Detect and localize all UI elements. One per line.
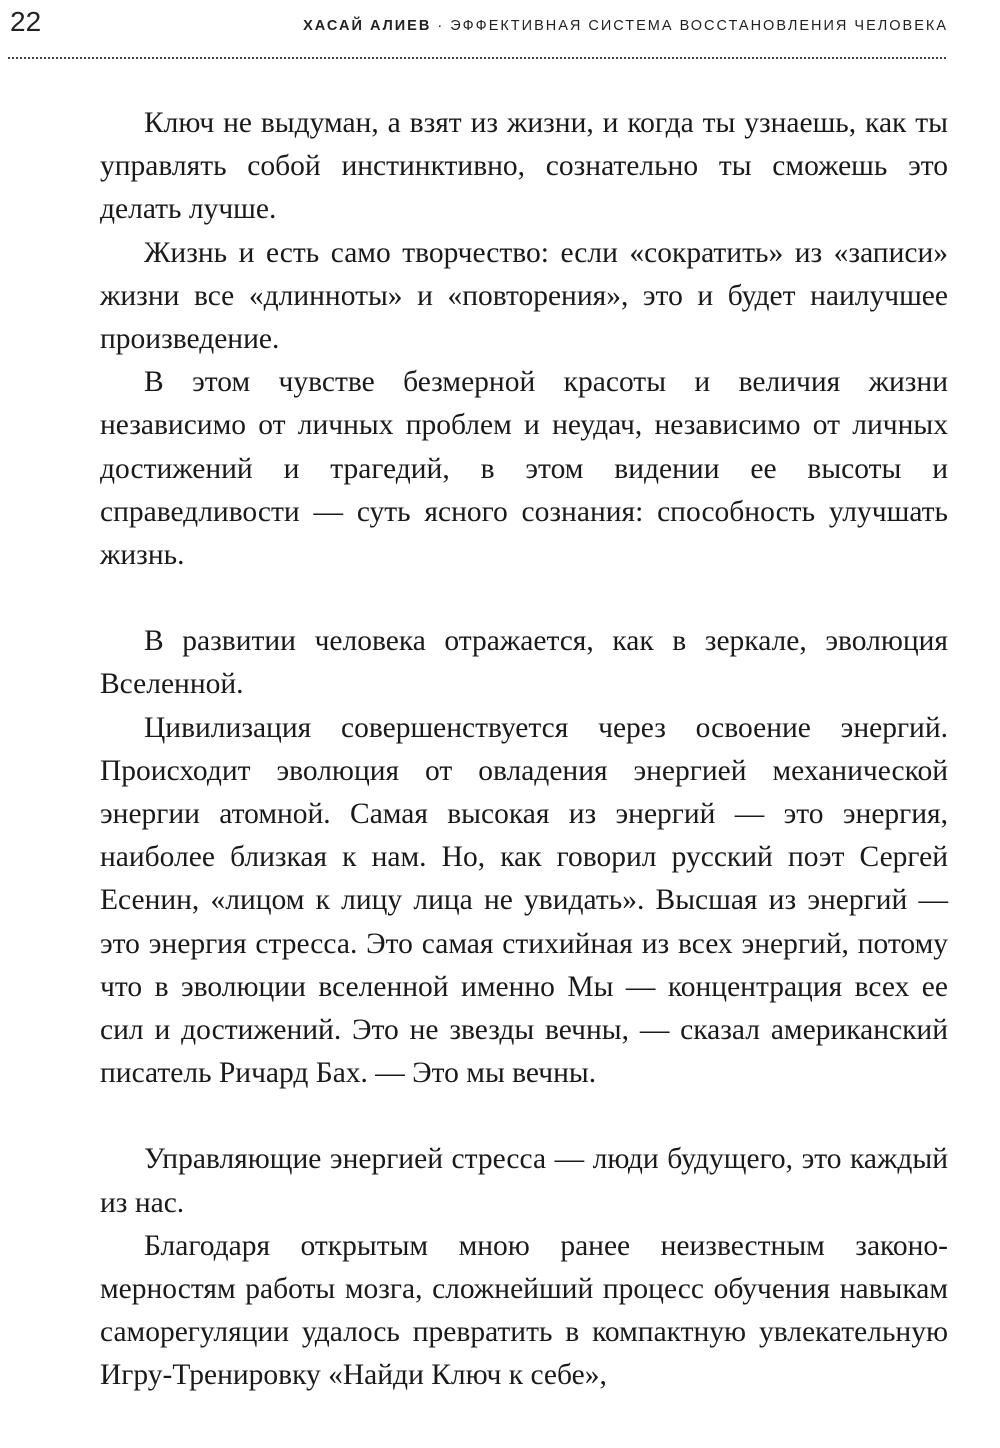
paragraph: Цивилизация совершенствуется через освоение энергий. Происходит эволюция от овладения энергией механической энергии атомной. Самая высокая из энергий — это энергия, наиболее близкая к нам. Но, как говорил русский поэт Сергей Есенин, «лицом к лицу лица не увидать». Высшая из энергий — это энергия стресса. Это самая стихийная из всех энергий, потому что в эволюции вселенной именно Мы — концентрация всех ее сил и достижений. Это не звезды вечны, — сказал американский писатель Ричард Бах. — Это мы вечны. (100, 711, 948, 1090)
running-head-title: ЭФФЕКТИВНАЯ СИСТЕМА ВОССТАНОВЛЕНИЯ ЧЕЛОВЕКА (450, 18, 948, 34)
paragraph: Жизнь и есть само творчество: если «сократить» из «записи» жизни все «длинноты» и «повторения», это и будет наилучшее произведение. (100, 236, 948, 356)
page-header (0, 0, 1000, 64)
running-head (303, 18, 948, 34)
page-number: 22 (10, 6, 42, 37)
header-dotted-rule (8, 57, 946, 59)
page-body (100, 102, 948, 1398)
paragraph: Ключ не выдуман, а взят из жизни, и когда ты узнаешь, как ты управлять собой инстинктивно, сознательно ты сможешь это делать лучше. (100, 107, 948, 226)
running-head-author: ХАСАЙ АЛИЕВ (303, 18, 432, 34)
paragraph: В этом чувстве безмерной красоты и величия жизни независимо от личных проблем и неудач, независимо от личных достижений и трагедий, в этом видении ее высоты и справедливости — суть ясного сознания: способность улучшать жизнь. (100, 366, 948, 572)
running-head-separator: · (431, 18, 451, 34)
paragraph: В развитии человека отражается, как в зеркале, эволюция Вселенной. (100, 625, 948, 701)
paragraph: Управляющие энергией стресса — люди будущего, это каждый из нас. (100, 1143, 948, 1219)
paragraph: Благодаря открытым мною ранее неизвестным закономерностям работы мозга, сложнейший процесс обучения навыкам саморегуляции удалось превратить в компактную увлекательную Игру-Тренировку «Найди Ключ к себе», (100, 1229, 948, 1392)
